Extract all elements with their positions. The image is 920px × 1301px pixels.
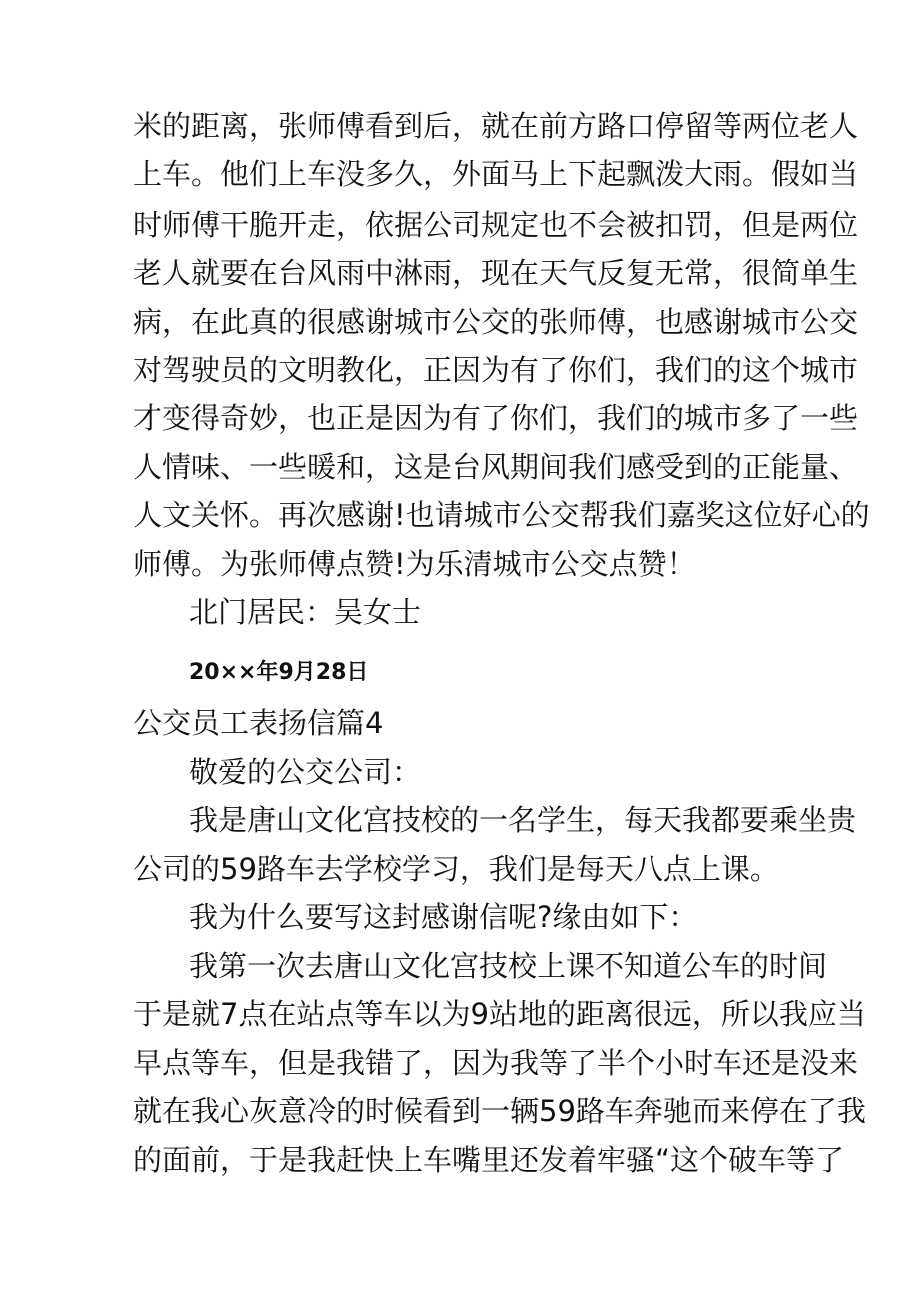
body-line-1: 米的距离，张师傅看到后，就在前方路口停留等两位老人 (133, 109, 859, 143)
body-line-7: 才变得奇妙，也正是因为有了你们，我们的城市多了一些 (133, 401, 859, 435)
letter-date: 20××年9月28日 (189, 660, 369, 685)
signature: 北门居民：吴女士 (189, 595, 422, 629)
body-line-3: 时师傅干脆开走，依据公司规定也不会被扣罚，但是两位 (133, 208, 859, 242)
salutation: 敬爱的公交公司： (189, 755, 422, 789)
para4-line-4: 就在我心灰意冷的时候看到一辆59路车奔驰而来停在了我 (133, 1094, 866, 1128)
body-line-4: 老人就要在台风雨中淋雨，现在天气反复无常，很简单生 (133, 256, 859, 290)
para4-line-2: 于是就7点在站点等车以为9站地的距离很远，所以我应当 (133, 997, 866, 1031)
para4-line-1: 我第一次去唐山文化宫技校上课不知道公车的时间 (189, 949, 828, 983)
para2-line-1: 我是唐山文化宫技校的一名学生，每天我都要乘坐贵 (189, 803, 857, 837)
para4-line-3: 早点等车，但是我错了，因为我等了半个小时车还是没来 (133, 1046, 859, 1080)
body-line-9: 人文关怀。再次感谢!也请城市公交帮我们嘉奖这位好心的 (133, 498, 870, 532)
para2-line-2: 公司的59路车去学校学习，我们是每天八点上课。 (133, 852, 779, 886)
body-line-6: 对驾驶员的文明教化，正因为有了你们，我们的这个城市 (133, 353, 859, 387)
para4-line-5: 的面前，于是我赶快上车嘴里还发着牢骚“这个破车等了 (133, 1143, 845, 1177)
section-title: 公交员工表扬信篇4 (133, 706, 384, 740)
body-line-8: 人情味、一些暖和，这是台风期间我们感受到的正能量、 (133, 450, 859, 484)
body-line-5: 病，在此真的很感谢城市公交的张师傅，也感谢城市公交 (133, 305, 859, 339)
body-line-10: 师傅。为张师傅点赞!为乐清城市公交点赞！ (133, 547, 696, 581)
para3-line: 我为什么要写这封感谢信呢?缘由如下： (189, 900, 698, 934)
body-line-2: 上车。他们上车没多久，外面马上下起飘泼大雨。假如当 (133, 157, 859, 191)
